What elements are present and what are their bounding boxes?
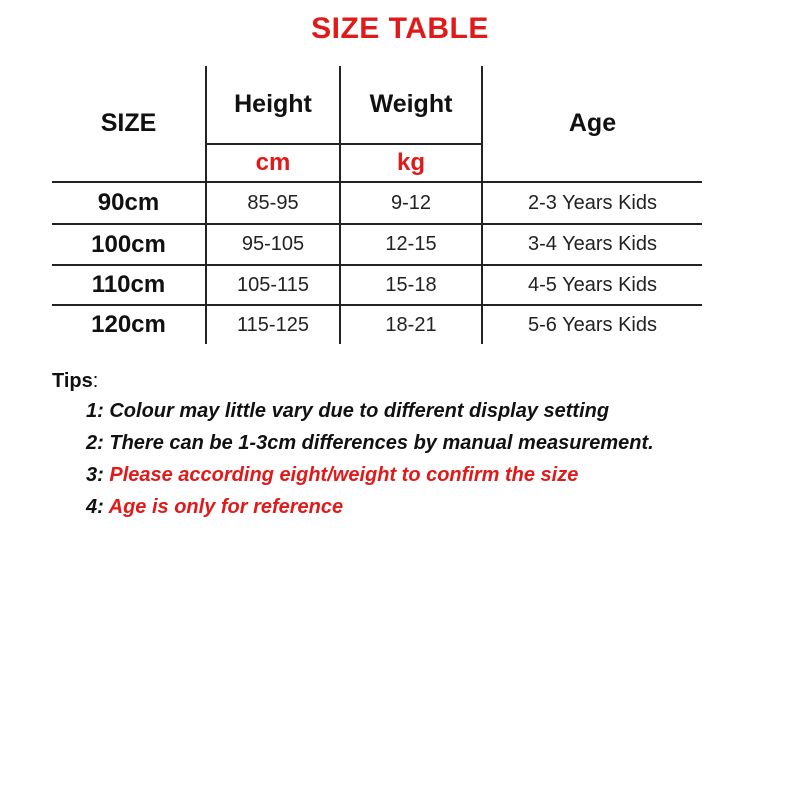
tips-colon: : bbox=[92, 370, 99, 392]
tips-heading bbox=[52, 370, 772, 393]
row-weight: 12-15 bbox=[385, 233, 437, 255]
row-weight: 15-18 bbox=[385, 273, 437, 296]
header-weight: Weight bbox=[369, 90, 453, 118]
row-age: 5-6 Years Kids bbox=[528, 313, 657, 336]
tips-section bbox=[52, 370, 772, 518]
tip-number: 1: bbox=[86, 400, 104, 422]
row-size: 110cm bbox=[91, 271, 166, 298]
header-age: Age bbox=[568, 109, 617, 137]
row-age: 3-4 Years Kids bbox=[528, 233, 657, 255]
row-size: 100cm bbox=[91, 230, 166, 258]
weight-unit: kg bbox=[396, 149, 425, 176]
row-size: 90cm bbox=[97, 189, 160, 216]
row-height: 95-105 bbox=[241, 233, 305, 255]
tip-text: Colour may little vary due to different display setting bbox=[109, 400, 610, 422]
tip-item bbox=[86, 496, 343, 519]
page-title: SIZE TABLE bbox=[311, 12, 489, 45]
tip-number: 3: bbox=[86, 464, 104, 486]
tip-item bbox=[86, 464, 578, 487]
size-table bbox=[52, 66, 702, 346]
height-unit: cm bbox=[255, 149, 291, 176]
tips-label: Tips bbox=[52, 370, 93, 392]
row-age: 4-5 Years Kids bbox=[528, 273, 657, 296]
row-age: 2-3 Years Kids bbox=[528, 191, 657, 214]
tip-text: There can be 1-3cm differences by manual measurement. bbox=[109, 432, 654, 454]
tip-number: 2: bbox=[86, 432, 104, 454]
row-height: 105-115 bbox=[237, 273, 309, 296]
row-size: 120cm bbox=[91, 311, 166, 338]
tip-number: 4: bbox=[86, 496, 104, 518]
header-size: SIZE bbox=[100, 109, 157, 137]
row-weight: 9-12 bbox=[390, 191, 432, 214]
tip-item bbox=[86, 400, 609, 423]
row-height: 115-125 bbox=[237, 313, 309, 336]
tip-text: Age is only for reference bbox=[108, 496, 344, 518]
row-weight: 18-21 bbox=[385, 313, 437, 336]
tip-item bbox=[86, 432, 654, 455]
header-height: Height bbox=[234, 90, 312, 118]
tip-text: Please according eight/weight to confirm the size bbox=[109, 464, 579, 486]
row-height: 85-95 bbox=[247, 191, 299, 214]
